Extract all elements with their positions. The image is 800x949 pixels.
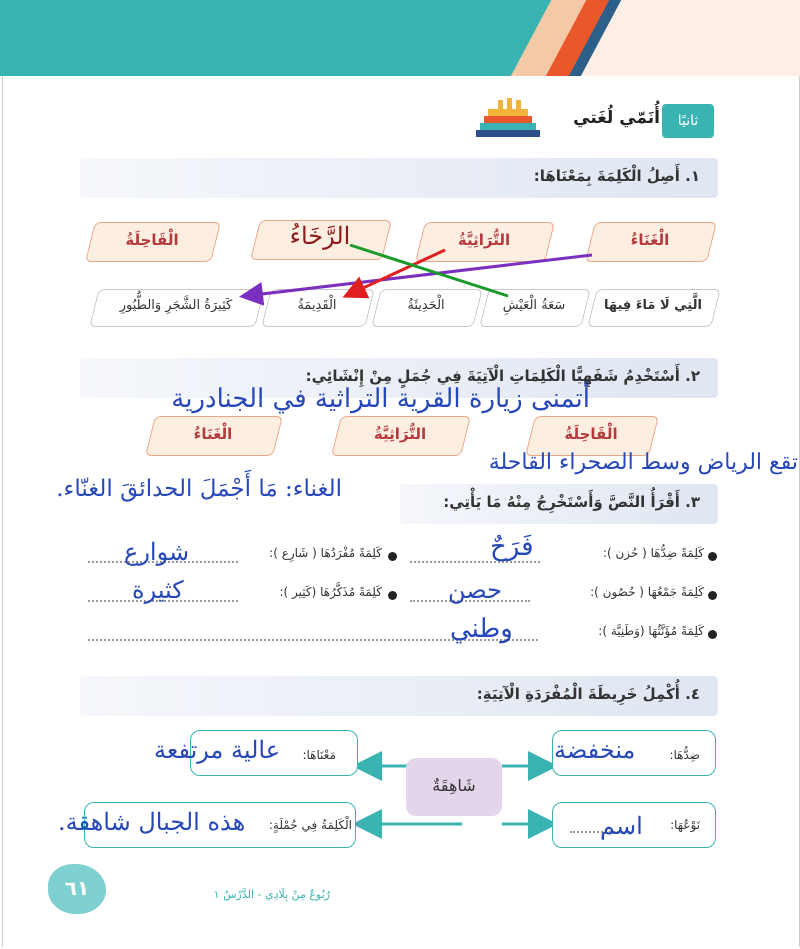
match-line-green bbox=[350, 245, 508, 296]
item-4-answer: كثيرة bbox=[132, 576, 184, 604]
meaning-2: سَعَةُ الْعَيْشِ bbox=[502, 298, 566, 313]
meaning-4: الْقَدِيمَةُ bbox=[297, 298, 337, 313]
sentence-label: الْكَلِمَةُ فِي جُمْلَةٍ: bbox=[268, 818, 352, 832]
section-badge: ثانيًا bbox=[662, 104, 714, 138]
item-1-label: كَلِمَةً ضِدُّهَا ( حُزن ): bbox=[602, 546, 704, 560]
item-3-answer: حصن bbox=[448, 576, 502, 604]
item-5-label: كَلِمَةً مُؤَنَّثُهَا (وَطَنِيَّة ): bbox=[598, 624, 704, 638]
section-title: أُنَمّي لُغَتي bbox=[573, 108, 660, 128]
task2-word-1: الْقَاحِلَةُ bbox=[564, 425, 618, 443]
added-word: الرَّخَاءُ bbox=[289, 222, 351, 250]
meaning-3: الْحَدِيثَةُ bbox=[407, 298, 445, 313]
meaning-5: كَثِيرَةُ الشَّجَرِ وَالطُّيُورِ bbox=[119, 298, 233, 313]
word-map-arrows bbox=[0, 700, 800, 880]
task2-word-2: التُّرَاثِيَّةُ bbox=[373, 425, 427, 443]
opposite-answer: منخفضة bbox=[554, 736, 636, 764]
type-label: نَوْعُهَا: bbox=[670, 818, 700, 832]
bullet bbox=[708, 630, 717, 639]
bullet bbox=[388, 552, 397, 561]
item-4-label: كَلِمَةً مُذَكَّرُهَا (كَثِير ): bbox=[279, 585, 382, 599]
word-3: الْقَاحِلَةُ bbox=[125, 231, 179, 249]
item-3-label: كَلِمَةً جَمْعُهَا ( حُصُون ): bbox=[590, 585, 704, 599]
footer-caption: رُبُوعُ مِنْ بِلَادِي - الدَّرْسُ ١ bbox=[213, 888, 330, 901]
meaning-1: الَّتِي لَا مَاءَ فِيهَا bbox=[604, 298, 702, 313]
task4-title: ٤. أُكْمِلُ خَرِيطَةَ الْمُفْرَدَةِ الْآتِيَةِ: bbox=[476, 685, 700, 703]
item-2-label: كَلِمَةً مُفْرَدُهَا ( شَارِع ): bbox=[269, 546, 382, 560]
meaning-answer: عالية مرتفعة bbox=[154, 736, 281, 764]
task1-title: ١. أَصِلُ الْكَلِمَةَ بِمَعْنَاهَا: bbox=[533, 167, 700, 185]
matching-lines bbox=[0, 0, 800, 400]
meaning-label: مَعْنَاهَا: bbox=[302, 748, 336, 762]
bullet bbox=[708, 591, 717, 600]
type-answer: اسم bbox=[600, 812, 643, 840]
task2-word-3: الْغَنَاءُ bbox=[193, 425, 233, 443]
bullet bbox=[708, 552, 717, 561]
hand-sentence-3: الغناء: مَا أَجْمَلَ الحدائقَ الغنّاء. bbox=[56, 476, 342, 502]
bullet bbox=[388, 591, 397, 600]
word-2: التُّرَاثِيَّةُ bbox=[457, 231, 511, 249]
opposite-label: ضِدُّهَا: bbox=[669, 748, 700, 762]
sentence-answer: هذه الجبال شاهقة. bbox=[58, 808, 246, 836]
hand-sentence-1: أتمنى زيارة القرية التراثية في الجنادرية bbox=[171, 384, 590, 414]
page-number: ٦١ bbox=[64, 876, 90, 900]
task3-header bbox=[400, 484, 718, 524]
word-1: الْغَنَاءُ bbox=[630, 231, 670, 249]
item-5-answer: وطني bbox=[450, 614, 513, 644]
item-2-answer: شوارع bbox=[124, 538, 190, 566]
task3-title: ٣. أَقْرَأُ النَّصَّ وَأَسْتَخْرِجُ مِنْهُ مَا يَأْتِي: bbox=[443, 493, 700, 511]
task2-title: ٢. أَسْتَخْدِمُ شَفَهِيًّا الْكَلِمَاتِ الْآتِيَةَ فِي جُمَلٍ مِنْ إِنْشَائِي: bbox=[305, 367, 700, 385]
item-1-answer: فَرَحٌ bbox=[490, 532, 534, 562]
center-word: شَاهِقَةٌ bbox=[432, 776, 476, 795]
hand-sentence-2: تقع الرياض وسط الصحراء القاحلة bbox=[488, 450, 798, 475]
